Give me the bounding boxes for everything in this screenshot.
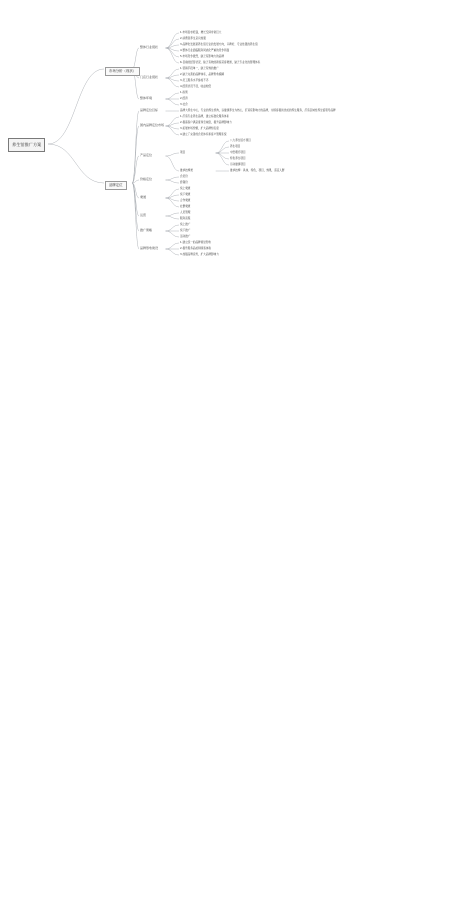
connector-line (166, 177, 180, 180)
subtopic-node[interactable]: 套餐价 (180, 181, 188, 184)
subtopic-node[interactable]: 社群渠道 (180, 205, 191, 208)
subtopic-node[interactable]: 会员价 (180, 175, 188, 178)
topic-node[interactable]: 国内品牌定位市场 (140, 123, 165, 127)
root-topic[interactable]: 养生馆推广方案 (8, 138, 45, 152)
topic-node[interactable]: 品牌形象建设 (140, 246, 159, 250)
subtopic-node[interactable]: 1.营销手段单一，缺乏有效的推广 (180, 67, 219, 70)
subtopic-node[interactable]: 活动推广 (180, 235, 191, 238)
subtopic-node[interactable]: 推拿按摩类 (180, 169, 193, 172)
subtopic-node[interactable]: 人员管理 (180, 211, 191, 214)
connector-line (216, 153, 229, 165)
subtopic-node[interactable]: 线上推广 (180, 223, 191, 226)
connector-line (132, 48, 139, 69)
subtopic-node[interactable]: 2.提高客户满意度和忠诚度，提升品牌影响力 (180, 121, 232, 124)
subtopic-node[interactable]: 线下推广 (180, 229, 191, 232)
connector-line (166, 225, 180, 231)
subtopic-node[interactable]: 1.政策 (180, 91, 188, 94)
connector-line (132, 183, 139, 216)
connector-line (166, 99, 180, 105)
topic-node[interactable]: 推广策略 (140, 228, 153, 232)
topic-node[interactable]: 价格定位 (140, 177, 153, 181)
detail-node[interactable]: 八大养生馆方项目 (230, 139, 251, 142)
subtopic-node[interactable]: 合作渠道 (180, 199, 191, 202)
subtopic-node[interactable]: 4.整体行业面临服务同质化严重的竞争局面 (180, 49, 230, 52)
subtopic-node[interactable]: 3.社会 (180, 103, 188, 106)
connector-line (166, 93, 180, 99)
subtopic-node[interactable]: 服务流程 (180, 217, 191, 220)
subtopic-node[interactable]: 3.员工服务水平参差不齐 (180, 79, 209, 82)
subtopic-node[interactable]: 2.提升服务品质和顾客体验 (180, 247, 212, 250)
subtopic-node[interactable]: 2.缺乏完善的品牌体系，品牌形象模糊 (180, 73, 224, 76)
subtopic-node[interactable]: 线下渠道 (180, 193, 191, 196)
branch-node[interactable]: 品牌定位 (105, 181, 127, 190)
subtopic-node[interactable]: 4.经营状况不佳，收益较低 (180, 85, 212, 88)
topic-node[interactable]: 产品定位 (140, 153, 153, 157)
subtopic-node[interactable]: 4.建立了完善的会员体系和客户管理系统 (180, 133, 227, 136)
connector-line (132, 126, 139, 183)
connector-line (166, 156, 180, 171)
connector-line (166, 231, 180, 237)
connector-line (132, 111, 139, 183)
subtopic-node[interactable]: 6.目前的经营状况，缺乏有效的新客获客渠道，缺乏专业化的管理体系 (180, 61, 261, 64)
topic-node[interactable]: 门店行业现状 (140, 75, 159, 79)
connector-line (166, 48, 180, 63)
connector-line (48, 69, 104, 144)
connector-line (216, 153, 229, 159)
connector-line (166, 213, 180, 216)
detail-node[interactable]: 养生项目 (230, 145, 241, 148)
subtopic-node[interactable]: 1.建立统一的品牌视觉形象 (180, 241, 212, 244)
subtopic-node[interactable]: 1.打造专业养生品牌，建立标准化服务体系 (180, 115, 230, 118)
topic-node[interactable]: 品牌定位目标 (140, 108, 159, 112)
connector-line (132, 183, 139, 249)
topic-node[interactable]: 渠道 (140, 195, 147, 199)
detail-node[interactable]: 特色养生项目 (230, 157, 246, 160)
subtopic-node[interactable]: 线上渠道 (180, 187, 191, 190)
connector-line (166, 33, 180, 48)
connector-line (166, 180, 180, 183)
subtopic-node[interactable]: 3.加强品牌宣传，扩大品牌影响力 (180, 253, 219, 256)
detail-node[interactable]: 推拿按摩：具体，特色，项目，效果，适宜人群 (230, 169, 285, 172)
subtopic-node[interactable]: 1.市场需求旺盛，增长空间非常巨大 (180, 31, 222, 34)
topic-node[interactable]: 运营 (140, 213, 147, 217)
connector-line (216, 147, 229, 153)
detail-node[interactable]: 中医理疗项目 (230, 151, 246, 154)
topic-node[interactable]: 整体环境 (140, 96, 153, 100)
connector-line (48, 144, 104, 183)
connector-line (216, 141, 229, 153)
subtopic-node[interactable]: 项目 (180, 151, 186, 154)
detail-node[interactable]: 运动健康项目 (230, 163, 246, 166)
connector-line (166, 249, 180, 255)
connector-line (166, 216, 180, 219)
subtopic-node[interactable]: 5.市场竞争激烈，缺乏有影响力的品牌 (180, 55, 224, 58)
subtopic-node[interactable]: 品牌大养生中心，专业的养生机构，以健康养生为核心，打造有影响力的品牌，为顾客提供优质的养生服务，打造区域性养生馆领导品牌 (180, 109, 336, 112)
connector-line (166, 153, 180, 156)
subtopic-node[interactable]: 3.拓展市场份额，扩大品牌知名度 (180, 127, 219, 130)
connector-line (166, 243, 180, 249)
topic-node[interactable]: 整体行业现状 (140, 45, 159, 49)
subtopic-node[interactable]: 2.消费者养生意识加强 (180, 37, 206, 40)
branch-node[interactable]: 市场分析（现状） (105, 67, 140, 76)
subtopic-node[interactable]: 2.经济 (180, 97, 188, 100)
subtopic-node[interactable]: 3.品牌化发展是养生馆行业的发展方向，口碑好、专业性强的养生馆 (180, 43, 258, 46)
